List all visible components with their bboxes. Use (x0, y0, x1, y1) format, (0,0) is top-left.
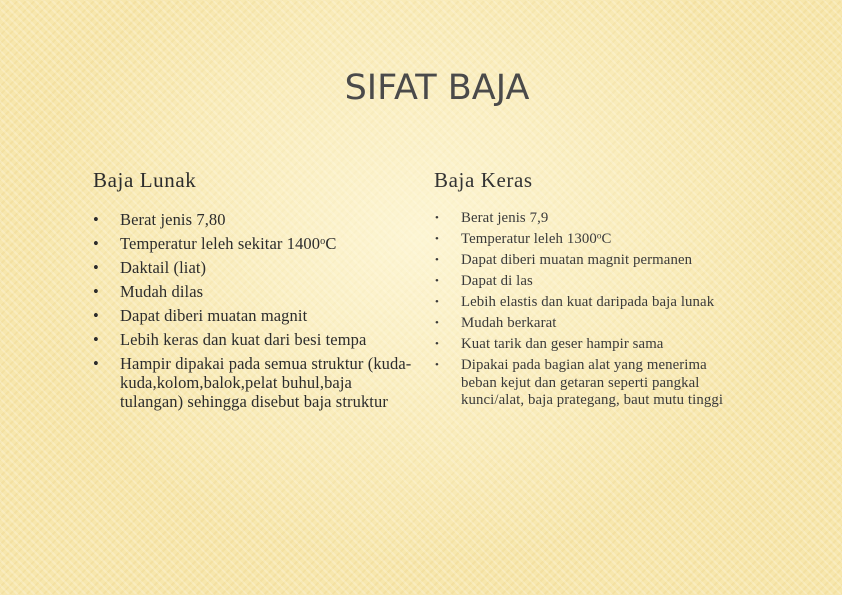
bullet-icon: • (93, 354, 99, 373)
list-item (434, 336, 739, 354)
bullet-icon: • (435, 317, 439, 329)
item-text: Dapat diberi muatan magnit (120, 306, 308, 325)
list-item (434, 273, 739, 291)
bullet-icon: • (93, 306, 99, 325)
item-text: Berat jenis 7,80 (120, 210, 226, 229)
bullet-icon: • (93, 234, 99, 253)
item-text: Dipakai pada bagian alat yang menerima beban kejut dan getaran seperti pangkal kunci/alat, baja prategang, baut mutu tinggi (461, 357, 724, 408)
column-heading: Baja Keras (434, 168, 533, 192)
list-item (434, 210, 739, 228)
bullet-icon: • (93, 210, 99, 229)
item-text-unit: C (601, 231, 612, 247)
property-list (434, 210, 739, 410)
item-text: Dapat diberi muatan magnit permanen (461, 252, 693, 268)
bullet-icon: • (435, 212, 439, 224)
item-text: Mudah berkarat (461, 315, 557, 331)
item-text: Lebih keras dan kuat dari besi tempa (120, 330, 367, 349)
list-item (93, 354, 418, 411)
item-text: Dapat di las (461, 273, 533, 289)
bullet-icon: • (435, 338, 439, 350)
column-heading: Baja Lunak (93, 168, 197, 192)
list-item (93, 306, 418, 325)
list-item (434, 231, 739, 249)
bullet-icon: • (93, 258, 99, 277)
bullet-icon: • (93, 282, 99, 301)
bullet-icon: • (435, 275, 439, 287)
item-text: Mudah dilas (120, 282, 204, 301)
list-item (434, 315, 739, 333)
item-text: Temperatur leleh 1300 (461, 231, 597, 247)
item-text: Temperatur leleh sekitar 1400 (120, 234, 321, 253)
item-text: Berat jenis 7,9 (461, 210, 549, 226)
item-text: Hampir dipakai pada semua struktur (kuda-kuda,kolom,balok,pelat buhul,baja tulangan) sehingga disebut baja struktur (120, 354, 412, 411)
degree-superscript: o (320, 235, 326, 247)
list-item (93, 234, 418, 253)
bullet-icon: • (435, 233, 439, 245)
list-item (93, 258, 418, 277)
list-item (93, 330, 418, 349)
item-text-unit: C (325, 234, 337, 253)
degree-superscript: o (596, 230, 602, 241)
column-baja-lunak (93, 168, 418, 416)
bullet-icon: • (435, 296, 439, 308)
list-item (434, 294, 739, 312)
item-text: Kuat tarik dan geser hampir sama (461, 336, 664, 352)
bullet-icon: • (435, 254, 439, 266)
item-text: Daktail (liat) (120, 258, 207, 277)
column-baja-keras (434, 168, 739, 413)
property-list (93, 210, 418, 411)
list-item (434, 252, 739, 270)
item-text: Lebih elastis dan kuat daripada baja lunak (461, 294, 715, 310)
slide-title: SIFAT BAJA (344, 68, 530, 108)
bullet-icon: • (435, 359, 439, 371)
list-item (93, 282, 418, 301)
bullet-icon: • (93, 330, 99, 349)
list-item (434, 357, 739, 410)
list-item (93, 210, 418, 229)
